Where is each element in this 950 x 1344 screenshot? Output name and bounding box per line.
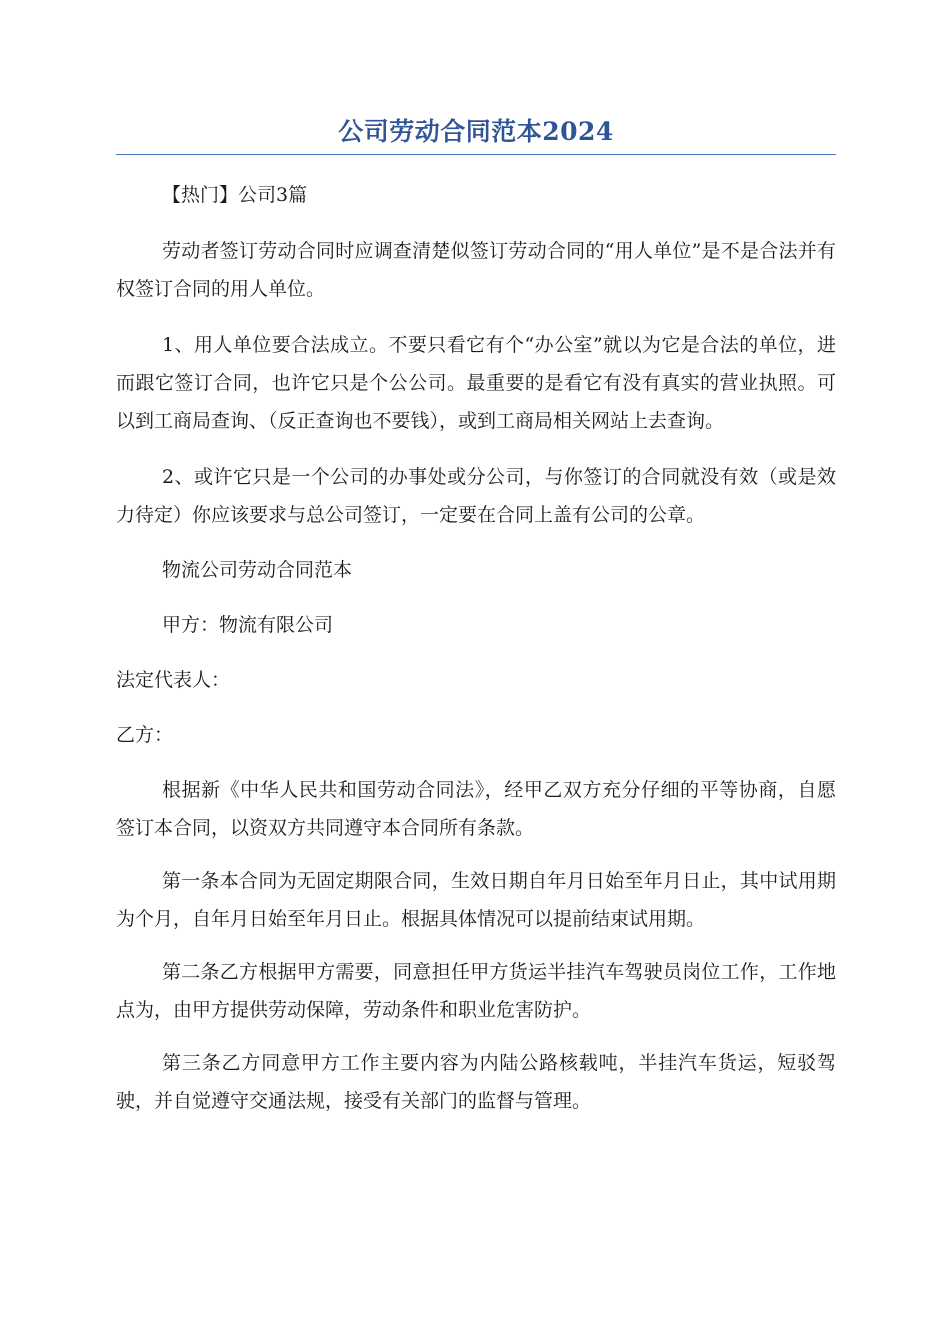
title-underline	[116, 154, 836, 155]
paragraph-intro: 劳动者签订劳动合同时应调查清楚似签订劳动合同的“用人单位”是不是合法并有权签订合同的用人单位。	[116, 240, 836, 300]
paragraph-point-1: 1、用人单位要合法成立。不要只看它有个“办公室”就以为它是合法的单位，进而跟它签订合同，也许它只是个公公司。最重要的是看它有没有真实的营业执照。可以到工商局查询、（反正查询也不要钱），或到工商局相关网站上去查询。	[116, 334, 836, 432]
paragraph-subtitle: 【热门】公司3篇	[162, 184, 308, 206]
document-page	[116, 112, 836, 1120]
paragraph-party-b: 乙方：	[116, 724, 174, 746]
paragraph-article-1: 第一条本合同为无固定期限合同，生效日期自年月日始至年月日止，其中试用期为个月，自年月日始至年月日止。根据具体情况可以提前结束试用期。	[116, 870, 836, 930]
paragraph-article-3: 第三条乙方同意甲方工作主要内容为内陆公路核载吨，半挂汽车货运，短驳驾驶，并自觉遵守交通法规，接受有关部门的监督与管理。	[116, 1052, 836, 1112]
paragraph-preamble: 根据新《中华人民共和国劳动合同法》，经甲乙双方充分仔细的平等协商，自愿签订本合同，以资双方共同遵守本合同所有条款。	[116, 779, 836, 839]
paragraph-legal-rep: 法定代表人：	[116, 669, 231, 691]
paragraph-article-2: 第二条乙方根据甲方需要，同意担任甲方货运半挂汽车驾驶员岗位工作，工作地点为，由甲方提供劳动保障，劳动条件和职业危害防护。	[116, 961, 836, 1021]
paragraph-section-heading: 物流公司劳动合同范本	[162, 559, 353, 581]
paragraph-party-a: 甲方：物流有限公司	[162, 614, 334, 636]
document-title: 公司劳动合同范本2024	[338, 117, 614, 146]
paragraph-point-2: 2、或许它只是一个公司的办事处或分公司，与你签订的合同就没有效（或是效力待定）你应该要求与总公司签订，一定要在合同上盖有公司的公章。	[116, 466, 836, 526]
